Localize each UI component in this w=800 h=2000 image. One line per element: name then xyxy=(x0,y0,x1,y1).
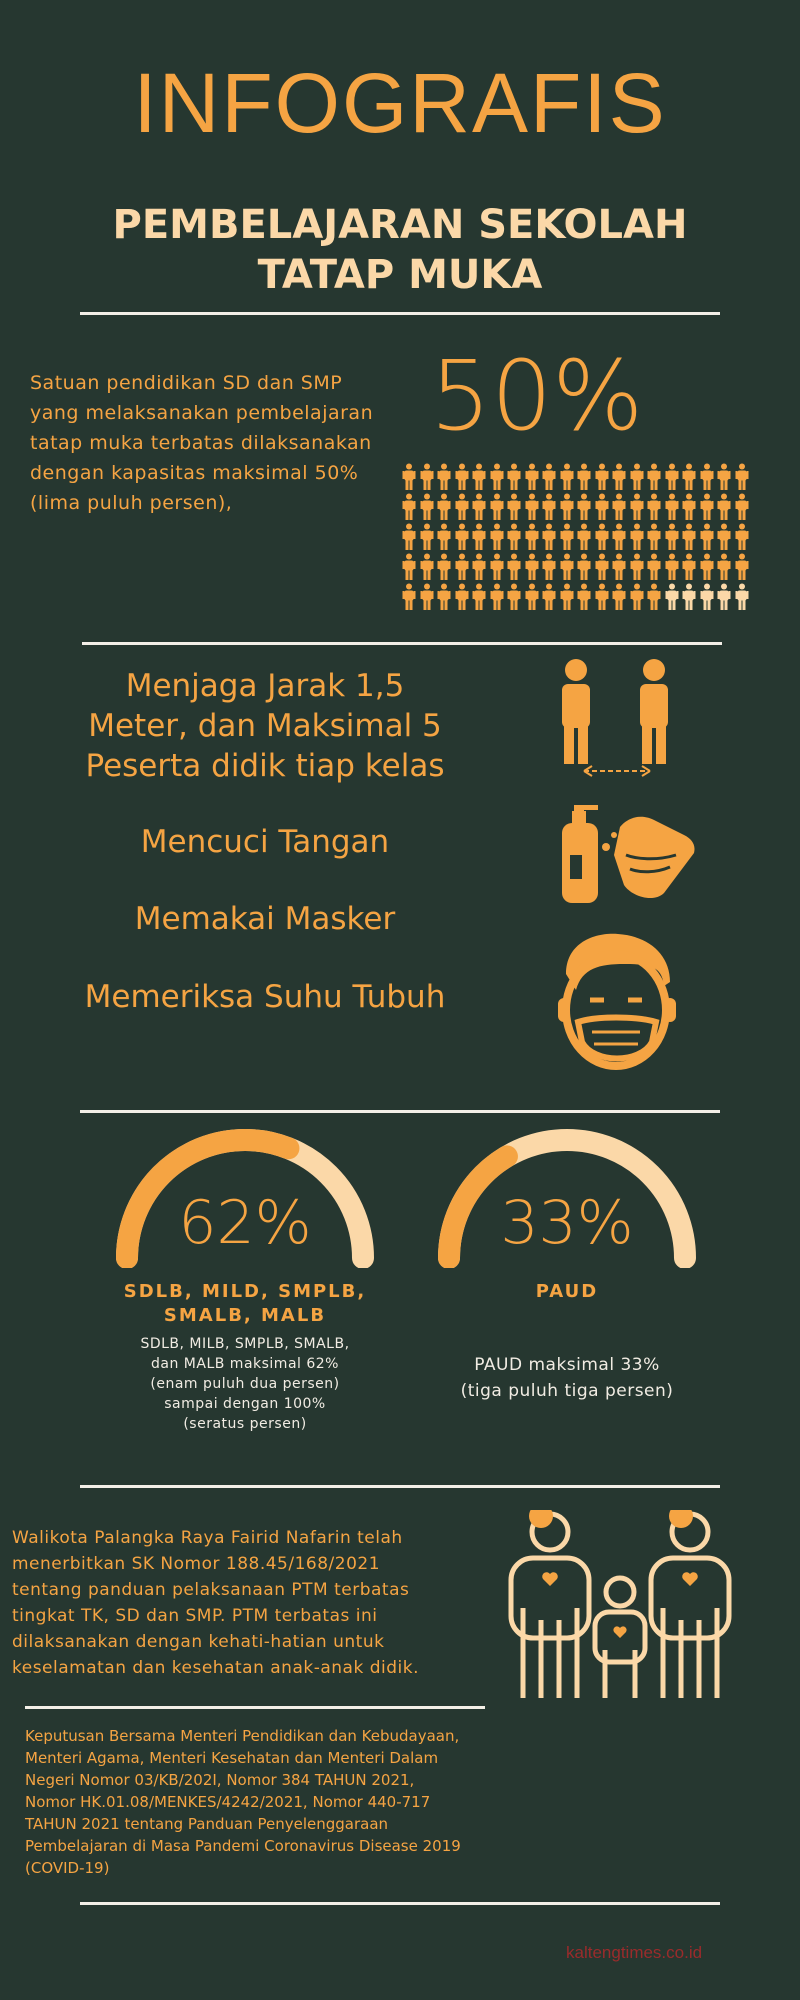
person-icon xyxy=(735,463,753,493)
person-icon xyxy=(700,523,718,553)
person-icon xyxy=(402,493,420,523)
mayor-text: Walikota Palangka Raya Fairid Nafarin telah menerbitkan SK Nomor 188.45/168/2021 tentang panduan pelaksanaan PTM terbatas tingkat TK, SD dan SMP. PTM terbatas ini dilaksanakan dengan kehati-hatian untuk keselamatan dan kesehatan anak-anak didik. xyxy=(12,1528,419,1678)
person-icon xyxy=(525,493,543,523)
person-icon xyxy=(665,463,683,493)
person-icon xyxy=(437,583,455,613)
person-icon-grid xyxy=(402,463,752,613)
person-icon xyxy=(437,493,455,523)
person-icon xyxy=(595,493,613,523)
person-icon xyxy=(682,463,700,493)
source-label: kaltengtimes.co.id xyxy=(566,1943,703,1962)
person-icon xyxy=(735,553,753,583)
mask-icon xyxy=(556,932,678,1072)
gauge-sdlb-label-line-2: SMALB, MALB xyxy=(163,1305,327,1326)
person-icon xyxy=(630,463,648,493)
person-icon xyxy=(717,493,735,523)
person-icon xyxy=(577,523,595,553)
person-icon xyxy=(525,553,543,583)
person-icon xyxy=(507,583,525,613)
person-icon xyxy=(507,523,525,553)
person-icon xyxy=(682,523,700,553)
person-icon xyxy=(612,583,630,613)
person-icon xyxy=(647,523,665,553)
distance-icon xyxy=(548,658,688,783)
person-icon xyxy=(700,583,718,613)
person-icon xyxy=(717,553,735,583)
subtitle-line-1: PEMBELAJARAN SEKOLAH xyxy=(112,202,688,248)
family-icon xyxy=(505,1510,735,1700)
person-icon xyxy=(647,553,665,583)
person-icon xyxy=(630,553,648,583)
person-icon xyxy=(507,463,525,493)
person-icon xyxy=(490,523,508,553)
person-icon xyxy=(402,583,420,613)
capacity-text: Satuan pendidikan SD dan SMP yang melaksanakan pembelajaran tatap muka terbatas dilaksanakan dengan kapasitas maksimal 50% (lima puluh persen), xyxy=(30,372,374,514)
person-icon xyxy=(577,583,595,613)
person-icon xyxy=(525,463,543,493)
person-icon xyxy=(735,523,753,553)
person-icon xyxy=(525,583,543,613)
person-icon xyxy=(735,583,753,613)
person-icon xyxy=(612,523,630,553)
person-icon xyxy=(647,583,665,613)
handwash-icon xyxy=(560,805,695,905)
person-icon xyxy=(717,523,735,553)
gauge-sdlb-desc-line: (seratus persen) xyxy=(183,1416,307,1432)
person-icon xyxy=(472,493,490,523)
person-icon xyxy=(542,493,560,523)
capacity-percent: 50% xyxy=(430,340,644,452)
person-icon xyxy=(490,463,508,493)
gauge-paud-percent: 33% xyxy=(500,1188,634,1258)
person-icon xyxy=(665,493,683,523)
person-icon xyxy=(472,523,490,553)
gauge-sdlb-percent: 62% xyxy=(178,1188,312,1258)
person-icon xyxy=(542,463,560,493)
protocol-temperature: Memeriksa Suhu Tubuh xyxy=(84,979,446,1015)
person-icon xyxy=(455,463,473,493)
gauge-sdlb-desc-line: dan MALB maksimal 62% xyxy=(151,1356,339,1372)
person-icon xyxy=(682,493,700,523)
page-subtitle xyxy=(0,200,800,300)
person-icon xyxy=(577,463,595,493)
person-icon xyxy=(630,583,648,613)
person-icon xyxy=(735,493,753,523)
person-icon xyxy=(507,553,525,583)
person-icon xyxy=(402,553,420,583)
protocol-mask: Memakai Masker xyxy=(134,901,396,937)
person-icon xyxy=(682,583,700,613)
gauge-paud-desc-line: PAUD maksimal 33% xyxy=(474,1355,660,1375)
person-icon xyxy=(560,493,578,523)
person-icon xyxy=(630,523,648,553)
gauge-sdlb-label-line-1: SDLB, MILD, SMPLB, xyxy=(123,1281,367,1302)
person-icon xyxy=(700,493,718,523)
divider xyxy=(25,1706,485,1709)
person-icon xyxy=(455,583,473,613)
person-icon xyxy=(647,493,665,523)
person-icon xyxy=(402,523,420,553)
person-icon xyxy=(700,463,718,493)
person-icon xyxy=(420,553,438,583)
person-icon xyxy=(612,493,630,523)
person-icon xyxy=(437,553,455,583)
person-icon xyxy=(542,583,560,613)
person-icon xyxy=(560,553,578,583)
person-icon xyxy=(455,553,473,583)
decree-text: Keputusan Bersama Menteri Pendidikan dan Kebudayaan, Menteri Agama, Menteri Kesehatan dan Menteri Dalam Negeri Nomor 03/KB/202I, Nomor 384 TAHUN 2021, Nomor HK.01.08/MENKES/4242/2021, Nomor 440-717 TAHUN 2021 tentang Panduan Penyelenggaraan Pembelajaran di Masa Pandemi Coronavirus Disease 2019 (COVID-19) xyxy=(25,1727,461,1877)
person-icon xyxy=(455,523,473,553)
person-icon xyxy=(577,493,595,523)
person-icon xyxy=(455,493,473,523)
person-icon xyxy=(420,523,438,553)
person-icon xyxy=(665,553,683,583)
person-icon xyxy=(472,463,490,493)
person-icon xyxy=(612,553,630,583)
person-icon xyxy=(472,583,490,613)
person-icon xyxy=(560,523,578,553)
person-icon xyxy=(560,463,578,493)
divider xyxy=(80,1110,720,1113)
person-icon xyxy=(490,583,508,613)
divider xyxy=(80,1485,720,1488)
gauge-paud-label-line-1: PAUD xyxy=(535,1281,599,1302)
person-icon xyxy=(437,463,455,493)
divider xyxy=(82,642,722,645)
person-icon xyxy=(420,493,438,523)
person-icon xyxy=(490,493,508,523)
gauge-paud-desc xyxy=(427,1352,707,1404)
protocol-handwash: Mencuci Tangan xyxy=(140,824,390,860)
subtitle-line-2: TATAP MUKA xyxy=(257,252,543,298)
person-icon xyxy=(402,463,420,493)
gauge-paud-desc-line: (tiga puluh tiga persen) xyxy=(460,1381,674,1401)
person-icon xyxy=(717,583,735,613)
gauge-sdlb-desc-line: SDLB, MILB, SMPLB, SMALB, xyxy=(140,1336,350,1352)
person-icon xyxy=(472,553,490,583)
person-icon xyxy=(665,523,683,553)
gauge-sdlb-label xyxy=(105,1280,385,1328)
person-icon xyxy=(595,463,613,493)
page-title: INFOGRAFIS xyxy=(133,56,667,150)
person-icon xyxy=(717,463,735,493)
person-icon xyxy=(682,553,700,583)
person-icon xyxy=(420,463,438,493)
gauge-sdlb-desc-line: sampai dengan 100% xyxy=(164,1396,326,1412)
divider xyxy=(80,312,720,315)
gauge-sdlb-desc xyxy=(105,1334,385,1434)
person-icon xyxy=(630,493,648,523)
person-icon xyxy=(612,463,630,493)
person-icon xyxy=(595,553,613,583)
person-icon xyxy=(647,463,665,493)
person-icon xyxy=(577,553,595,583)
person-icon xyxy=(437,523,455,553)
person-icon xyxy=(542,523,560,553)
person-icon xyxy=(560,583,578,613)
person-icon xyxy=(525,523,543,553)
person-icon xyxy=(595,523,613,553)
protocol-distance: Menjaga Jarak 1,5 Meter, dan Maksimal 5 Peserta didik tiap kelas xyxy=(85,668,445,784)
person-icon xyxy=(595,583,613,613)
person-icon xyxy=(542,553,560,583)
person-icon xyxy=(665,583,683,613)
person-icon xyxy=(507,493,525,523)
gauge-sdlb-desc-line: (enam puluh dua persen) xyxy=(150,1376,340,1392)
person-icon xyxy=(700,553,718,583)
person-icon xyxy=(490,553,508,583)
divider xyxy=(80,1902,720,1905)
person-icon xyxy=(420,583,438,613)
gauge-paud-label xyxy=(427,1280,707,1304)
